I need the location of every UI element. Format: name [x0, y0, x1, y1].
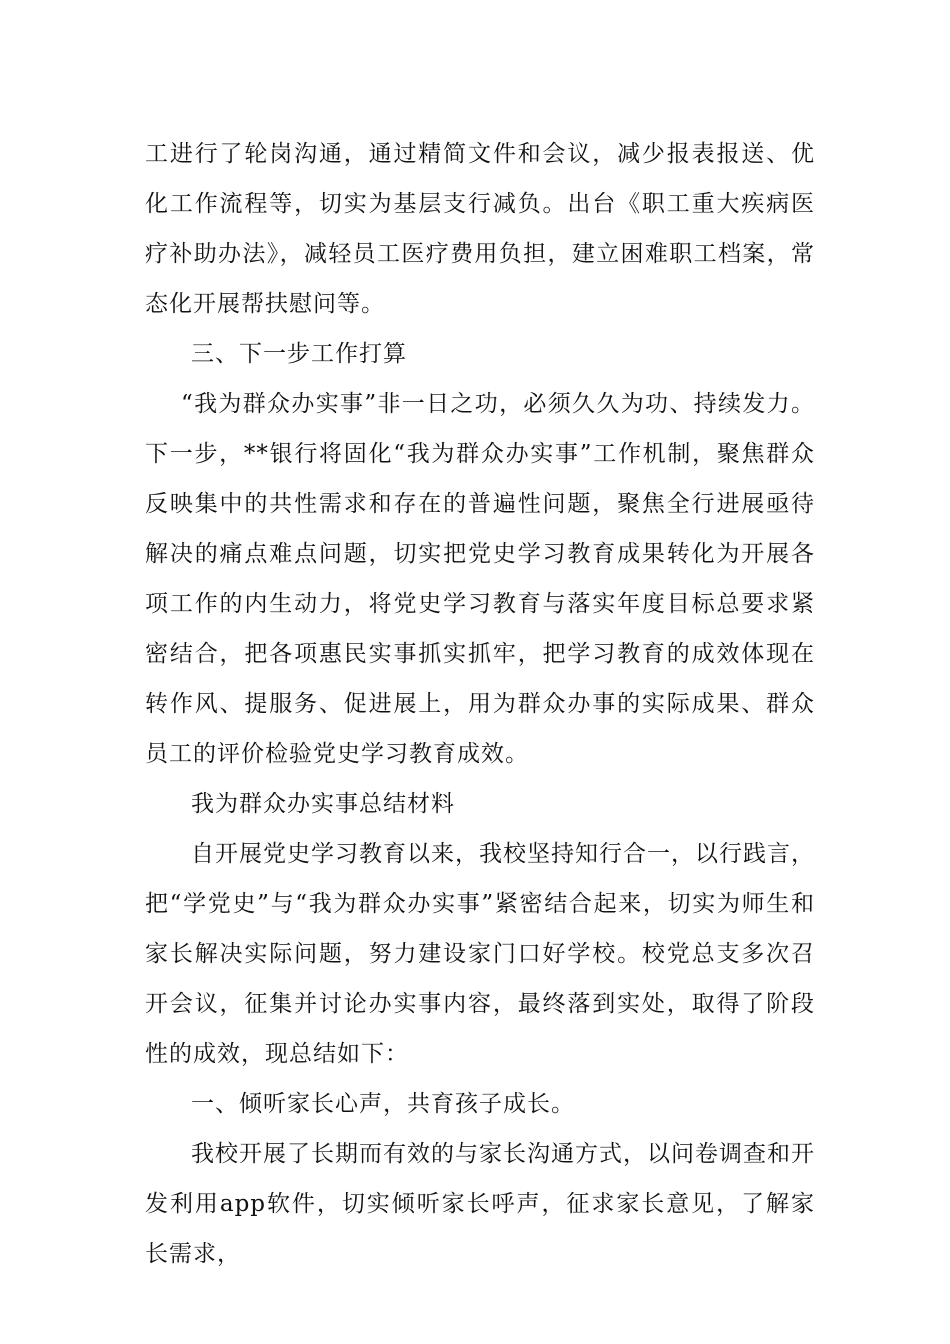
document-body — [145, 129, 815, 1279]
paragraph-introduction: 自开展党史学习教育以来，我校坚持知行合一，以行践言，把“学党史”与“我为群众办实事”紧密结合起来，切实为师生和家长解决实际问题，努力建设家门口好学校。校党总支多次召开会议，征集并讨论办实事内容，最终落到实处，取得了阶段性的成效，现总结如下： — [145, 841, 815, 1067]
paragraph-next-steps: “我为群众办实事”非一日之功，必须久久为功、持续发力。下一步，**银行将固化“我为群众办实事”工作机制，聚焦群众反映集中的共性需求和存在的普遍性问题，聚焦全行进展亟待解决的痛点难点问题，切实把党史学习教育成果转化为开展各项工作的内生动力，将党史学习教育与落实年度目标总要求紧密结合，把各项惠民实事抓实抓牢，把学习教育的成效体现在转作风、提服务、促进展上，用为群众办事的实际成果、群众员工的评价检验党史学习教育成效。 — [145, 391, 815, 767]
paragraph-continuation: 工进行了轮岗沟通，通过精简文件和会议，减少报表报送、优化工作流程等，切实为基层支行减负。出台《职工重大疾病医疗补助办法》，减轻员工医疗费用负担，建立困难职工档案，常态化开展帮扶慰问等。 — [145, 141, 815, 317]
paragraph-parents: 我校开展了长期而有效的与家长沟通方式，以问卷调查和开发利用app软件，切实倾听家长呼声，征求家长意见，了解家长需求， — [145, 1141, 815, 1267]
section-heading-next-steps: 三、下一步工作打算 — [191, 341, 407, 367]
section-heading-parents: 一、倾听家长心声，共育孩子成长。 — [191, 1091, 575, 1117]
document-title: 我为群众办实事总结材料 — [191, 791, 455, 817]
